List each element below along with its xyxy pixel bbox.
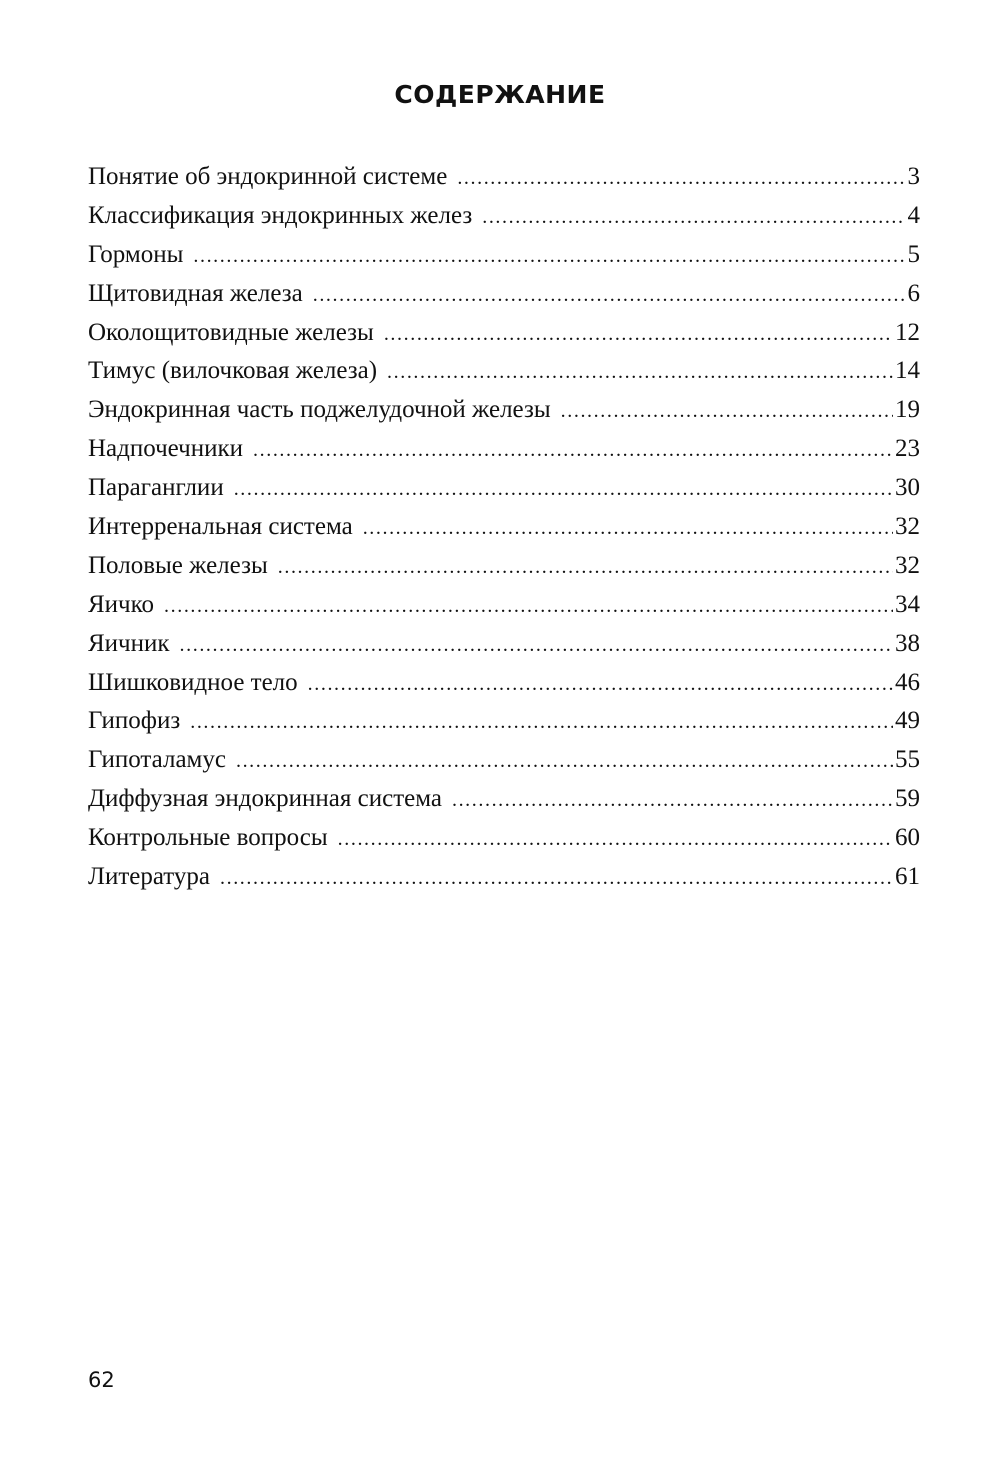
toc-entry-title: Надпочечники	[88, 435, 244, 463]
toc-entry-title: Тимус (вилочковая железа)	[88, 357, 378, 385]
toc-entry	[88, 197, 920, 236]
toc-entry-page: 49	[895, 707, 920, 735]
toc-entry	[88, 469, 920, 508]
toc-entry-title: Контрольные вопросы	[88, 824, 328, 852]
toc-entry-title: Гипофиз	[88, 707, 181, 735]
toc-entry-page: 55	[895, 746, 920, 774]
toc-entry-page: 32	[895, 551, 920, 579]
dot-leader	[253, 431, 893, 469]
toc-entry	[88, 314, 920, 353]
toc-entry-title: Понятие об эндокринной системе	[88, 163, 448, 190]
toc-entry-page: 4	[907, 201, 920, 229]
page-number: 62	[88, 1368, 115, 1392]
toc-entry-title: Шишковидное тело	[88, 668, 298, 696]
toc-entry-title: Интерренальная система	[88, 513, 353, 541]
toc-entry	[88, 858, 920, 897]
toc-entry-page: 59	[895, 785, 920, 813]
dot-leader	[482, 198, 905, 236]
dot-leader	[236, 742, 893, 780]
dot-leader	[164, 587, 893, 625]
toc-entry-title: Гормоны	[88, 240, 184, 268]
dot-leader	[387, 353, 893, 391]
toc-entry-page: 38	[895, 629, 920, 657]
toc-entry-title: Диффузная эндокринная система	[88, 785, 442, 813]
page-title: СОДЕРЖАНИЕ	[394, 80, 606, 109]
toc-entry	[88, 819, 920, 858]
dot-leader	[180, 626, 893, 664]
toc-entry-page: 60	[895, 824, 920, 852]
toc-entry-title: Классификация эндокринных желез	[88, 201, 473, 229]
dot-leader	[308, 665, 893, 703]
toc-entry	[88, 664, 920, 703]
toc-entry-title: Яичко	[88, 590, 155, 618]
toc-entry-page: 14	[895, 357, 920, 385]
toc-entry-title: Параганглии	[88, 474, 224, 502]
toc-entry-title: Щитовидная железа	[88, 279, 303, 307]
dot-leader	[457, 159, 905, 197]
dot-leader	[363, 509, 893, 547]
toc-entry-page: 34	[895, 590, 920, 618]
toc-entry	[88, 741, 920, 780]
toc-entry	[88, 158, 920, 197]
toc-entry-page: 61	[895, 863, 920, 891]
toc-entry-title: Половые железы	[88, 551, 268, 579]
toc-entry-title: Яичник	[88, 629, 170, 657]
toc-entry-title: Околощитовидные железы	[88, 318, 374, 346]
dot-leader	[234, 470, 893, 508]
toc-entry-page: 19	[895, 396, 920, 424]
toc-entry-page: 23	[895, 435, 920, 463]
toc-entry	[88, 236, 920, 275]
toc-entry	[88, 352, 920, 391]
toc-entry-page: 5	[907, 240, 920, 268]
dot-leader	[193, 237, 905, 275]
dot-leader	[338, 820, 893, 858]
dot-leader	[313, 276, 906, 314]
toc-entry	[88, 547, 920, 586]
toc-entry-page: 6	[907, 279, 920, 307]
toc-entry	[88, 625, 920, 664]
toc-entry	[88, 275, 920, 314]
toc-entry-page: 3	[907, 163, 920, 190]
dot-leader	[278, 548, 893, 586]
toc-entry	[88, 508, 920, 547]
toc-entry	[88, 702, 920, 741]
dot-leader	[561, 392, 893, 430]
toc-entry-page: 12	[895, 318, 920, 346]
dot-leader	[452, 781, 893, 819]
toc-entry-page: 46	[895, 668, 920, 696]
dot-leader	[220, 859, 893, 897]
toc-entry	[88, 780, 920, 819]
toc-entry-page: 30	[895, 474, 920, 502]
table-of-contents	[88, 158, 920, 897]
toc-entry	[88, 391, 920, 430]
toc-entry-title: Гипоталамус	[88, 746, 226, 774]
toc-entry-page: 32	[895, 513, 920, 541]
dot-leader	[384, 315, 893, 353]
dot-leader	[190, 703, 893, 741]
toc-entry	[88, 430, 920, 469]
toc-entry	[88, 586, 920, 625]
toc-entry-title: Литература	[88, 863, 210, 891]
toc-entry-title: Эндокринная часть поджелудочной железы	[88, 396, 551, 424]
